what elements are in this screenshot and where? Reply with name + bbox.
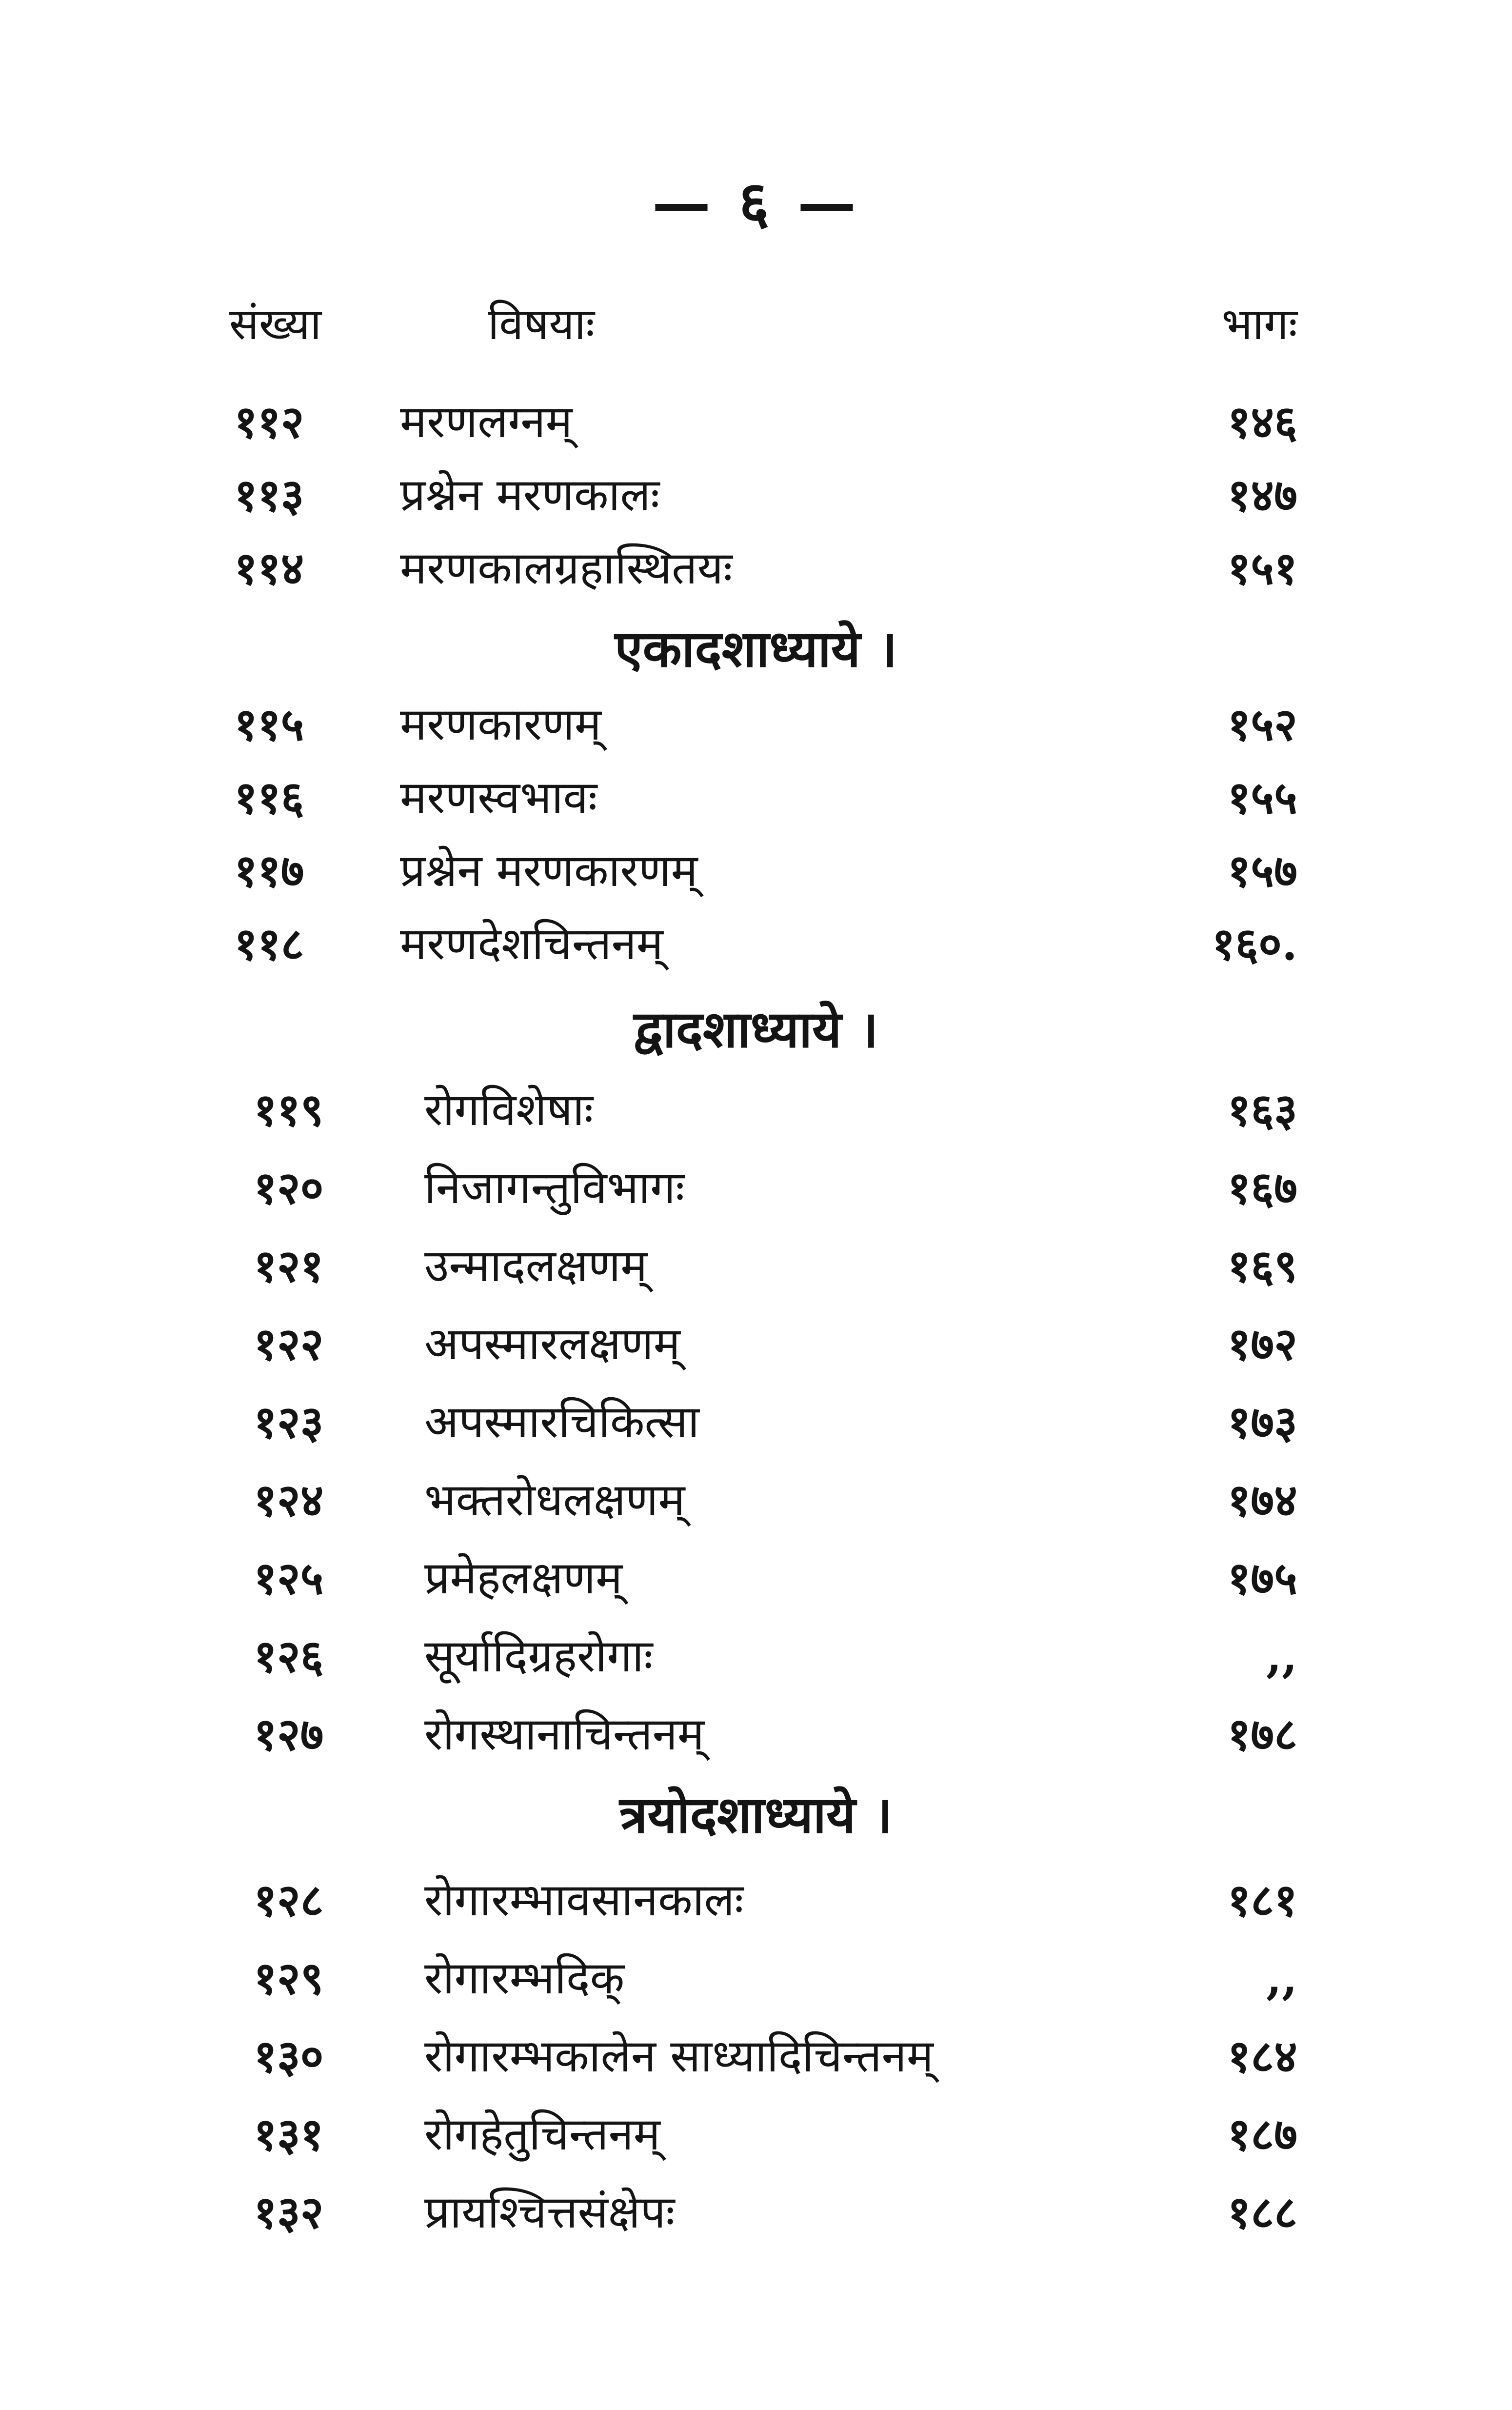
entry-number: ११७ <box>234 844 304 897</box>
entry-page: १८४ <box>1227 2030 1297 2083</box>
entry-title: भक्तरोधलक्षणम् <box>424 1474 685 1526</box>
page-number: — ६ — <box>652 168 860 237</box>
entry-number: १२७ <box>254 1708 324 1761</box>
entry-title: मरणस्वभावः <box>400 771 597 823</box>
entry-title: मरणदेशचिन्तनम् <box>400 918 663 970</box>
entry-title: सूर्यादिग्रहरोगाः <box>424 1630 653 1682</box>
number-column-header: संख्या <box>229 299 321 350</box>
entry-page: १६३ <box>1227 1084 1297 1136</box>
entry-title: रोगारम्भावसानकालः <box>424 1874 744 1926</box>
entry-number: १३२ <box>254 2186 324 2239</box>
entry-number: ११९ <box>254 1084 324 1136</box>
index-row <box>0 1151 1512 1225</box>
index-row <box>0 459 1512 532</box>
entry-page: १४६ <box>1227 396 1297 448</box>
entry-title: मरणलग्नम् <box>400 396 573 448</box>
entry-page: १६७ <box>1227 1162 1297 1214</box>
entry-title: रोगस्थानाचिन्तनम् <box>424 1708 704 1760</box>
entry-page: १६९ <box>1227 1240 1297 1292</box>
entry-page: १५५ <box>1227 771 1297 824</box>
index-row <box>0 1942 1512 2015</box>
entry-number: ११५ <box>234 698 304 751</box>
entry-number: ११३ <box>234 469 304 522</box>
index-row <box>0 1073 1512 1146</box>
entry-page: १७८ <box>1227 1708 1297 1761</box>
entry-page: १७२ <box>1227 1318 1297 1370</box>
entry-title: रोगारम्भकालेन साध्यादिचिन्तनम् <box>424 2030 934 2082</box>
index-row <box>0 688 1512 761</box>
entry-number: १२२ <box>254 1318 324 1370</box>
subject-column-header: विषयाः <box>488 299 595 350</box>
entry-title: मरणकालग्रहास्थितयः <box>400 542 733 594</box>
entry-number: १२५ <box>254 1552 324 1605</box>
entry-number: ११८ <box>234 918 304 970</box>
index-row <box>0 1307 1512 1381</box>
entry-page: ,, <box>1266 1952 1297 2005</box>
index-row <box>0 1620 1512 1693</box>
entry-page: १५७ <box>1227 844 1297 897</box>
index-row <box>0 2176 1512 2249</box>
index-row <box>0 1386 1512 1459</box>
entry-page: १८१ <box>1227 1874 1297 1927</box>
entry-title: रोगहेतुचिन्तनम् <box>424 2108 660 2160</box>
entry-page: १५२ <box>1227 698 1297 751</box>
entry-number: १३१ <box>254 2108 324 2161</box>
entry-title: प्रश्नेन मरणकालः <box>400 469 660 521</box>
entry-number: १२९ <box>254 1952 324 2005</box>
entry-page: १६०. <box>1212 918 1297 970</box>
index-row <box>0 1229 1512 1303</box>
index-row <box>0 2020 1512 2093</box>
index-row <box>0 2098 1512 2171</box>
entry-title: प्रमेहलक्षणम् <box>424 1552 623 1604</box>
entry-number: १३० <box>254 2030 324 2083</box>
entry-number: १२८ <box>254 1874 324 1927</box>
entry-title: रोगविशेषाः <box>424 1084 594 1136</box>
index-row <box>0 1464 1512 1537</box>
entry-number: १२० <box>254 1162 324 1214</box>
entry-page: १५१ <box>1227 542 1297 595</box>
entry-page: १४७ <box>1227 469 1297 522</box>
chapter-heading: एकादशाध्याये । <box>615 619 897 679</box>
index-row <box>0 385 1512 459</box>
index-row <box>0 532 1512 605</box>
index-row <box>0 1864 1512 1937</box>
entry-page: १७४ <box>1227 1474 1297 1526</box>
entry-number: ११२ <box>234 396 304 448</box>
entry-title: प्रायश्चित्तसंक्षेपः <box>424 2186 675 2238</box>
entry-page: १८८ <box>1227 2186 1297 2239</box>
page-column-header: भागः <box>1221 299 1297 350</box>
entry-number: १२६ <box>254 1630 324 1683</box>
chapter-heading: त्रयोदशाध्याये । <box>619 1785 893 1845</box>
entry-title: रोगारम्भदिक् <box>424 1952 625 2004</box>
entry-title: अपस्मारचिकित्सा <box>424 1396 699 1448</box>
entry-title: अपस्मारलक्षणम् <box>424 1318 680 1370</box>
entry-number: १२४ <box>254 1474 324 1526</box>
entry-page: १७३ <box>1227 1396 1297 1448</box>
column-header-row <box>0 293 1512 356</box>
entry-title: प्रश्नेन मरणकारणम् <box>400 844 698 897</box>
chapter-heading: द्वादशाध्याये । <box>634 999 878 1059</box>
entry-title: निजागन्तुविभागः <box>424 1162 685 1214</box>
index-row <box>0 834 1512 907</box>
entry-number: १२१ <box>254 1240 324 1292</box>
entry-number: ११६ <box>234 771 304 824</box>
index-row <box>0 1542 1512 1615</box>
entry-page: १८७ <box>1227 2108 1297 2161</box>
entry-title: मरणकारणम् <box>400 698 601 750</box>
entry-number: १२३ <box>254 1396 324 1448</box>
index-row <box>0 761 1512 834</box>
entry-number: ११४ <box>234 542 304 595</box>
entry-page: ,, <box>1266 1630 1297 1683</box>
index-row <box>0 1698 1512 1771</box>
index-row <box>0 907 1512 981</box>
entry-title: उन्मादलक्षणम् <box>424 1240 648 1292</box>
entry-page: १७५ <box>1227 1552 1297 1605</box>
